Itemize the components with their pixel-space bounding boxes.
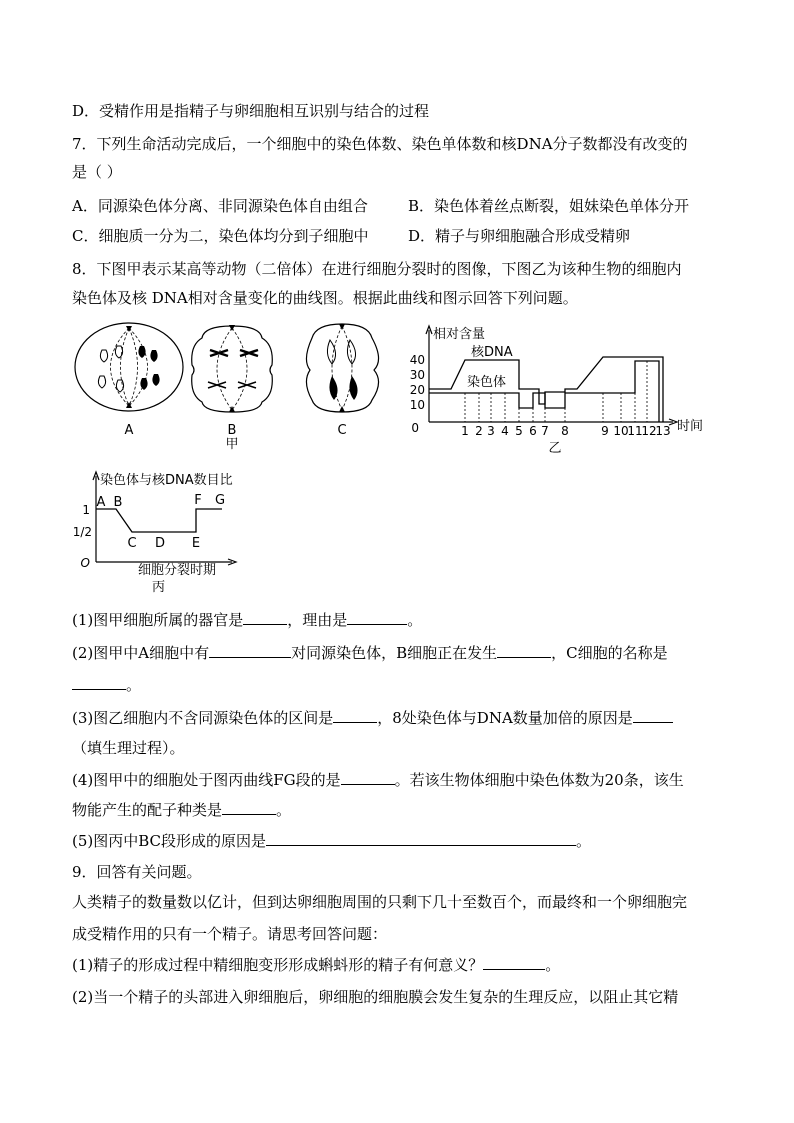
answer-blank[interactable] (333, 708, 377, 723)
x-tick: 1 (461, 424, 469, 438)
answer-blank[interactable] (222, 800, 276, 815)
x-tick: 3 (487, 424, 495, 438)
sub-question-4-cont: 物能产生的配子种类是 。 (72, 801, 292, 819)
label-c: C (337, 423, 347, 438)
sub-question-4: (4)图甲中的细胞处于图丙曲线FG段的是 。若该生物体细胞中染色体数为20条，该生 (72, 771, 684, 789)
question-7-stem: 7．下列生命活动完成后，一个细胞中的染色体数、染色单体数和核DNA分子数都没有改变的 (72, 135, 688, 153)
x-tick: 11 (627, 424, 643, 438)
x-tick: 13 (655, 424, 671, 438)
point-f: F (194, 493, 202, 508)
x-tick: 4 (501, 424, 509, 438)
chromosome-label: 染色体 (467, 375, 507, 390)
y-label: 相对含量 (433, 327, 486, 342)
x-tick: 5 (515, 424, 523, 438)
answer-blank[interactable] (633, 708, 673, 723)
point-e: E (191, 536, 201, 551)
dna-label: 核DNA (471, 345, 513, 360)
figure-jia (72, 320, 392, 450)
y-tick-40: 40 (409, 353, 425, 367)
x-tick: 2 (475, 424, 483, 438)
x-tick: 6 (529, 424, 537, 438)
cell-c (306, 324, 378, 412)
ratio-curve (96, 509, 222, 532)
answer-blank[interactable] (72, 675, 126, 690)
y-tick-1: 1 (82, 503, 90, 517)
caption-bing: 丙 (152, 580, 166, 595)
point-a: A (96, 495, 106, 510)
x-tick: 9 (601, 424, 609, 438)
cell-a (75, 323, 183, 411)
question-8-stem: 8．下图甲表示某高等动物（二倍体）在进行细胞分裂时的图像，下图乙为该种生物的细胞内 (72, 260, 682, 278)
q9-sub-question-1: (1)精子的形成过程中精细胞变形形成蝌蚪形的精子有何意义？ 。 (72, 956, 561, 974)
sub-question-2-cont: 。 (72, 675, 141, 695)
label-a: A (124, 423, 134, 438)
question-9-passage: 人类精子的数量数以亿计，但到达卵细胞周围的只剩下几十至数百个，而最终和一个卵细胞完 (72, 893, 688, 911)
answer-blank[interactable] (243, 610, 287, 625)
sub-question-2: (2)图甲中A细胞中有 对同源染色体，B细胞正在发生 ，C细胞的名称是 (72, 644, 668, 662)
y-tick-half: 1/2 (72, 525, 92, 539)
caption-yi: 乙 (548, 441, 562, 456)
question-9-passage-cont: 成受精作用的只有一个精子。请思考回答问题： (72, 925, 388, 943)
question-8-stem-cont: 染色体及核 DNA相对含量变化的曲线图。根据此曲线和图示回答下列问题。 (72, 289, 578, 307)
point-b: B (113, 495, 123, 510)
label-b: B (227, 423, 237, 438)
x-label: 时间 (677, 419, 704, 434)
origin: 0 (411, 421, 419, 435)
question-9-stem: 9．回答有关问题。 (72, 863, 202, 881)
sub-question-3-cont: （填生理过程）。 (72, 739, 185, 757)
answer-blank[interactable] (341, 770, 395, 785)
dna-curve (429, 357, 663, 422)
y-tick-30: 30 (409, 368, 425, 382)
x-tick: 7 (541, 424, 549, 438)
figure-yi (405, 322, 725, 457)
q7-option-d: D．精子与卵细胞融合形成受精卵 (408, 227, 631, 245)
x-tick: 10 (613, 424, 629, 438)
chromosome-curve (429, 361, 659, 422)
answer-blank[interactable] (497, 643, 551, 658)
q7-option-c: C．细胞质一分为二，染色体均分到子细胞中 (72, 227, 369, 245)
y-label: 染色体与核DNA数目比 (100, 473, 233, 488)
sub-question-1: (1)图甲细胞所属的器官是 ，理由是 。 (72, 611, 423, 629)
q9-sub-question-2: (2)当一个精子的头部进入卵细胞后，卵细胞的细胞膜会发生复杂的生理反应，以阻止其它精 (72, 988, 679, 1006)
point-g: G (214, 493, 226, 508)
answer-blank[interactable] (483, 955, 545, 970)
sub-question-5: (5)图丙中BC段形成的原因是 。 (72, 832, 592, 850)
point-c: C (127, 536, 137, 551)
answer-blank[interactable] (347, 610, 407, 625)
answer-blank[interactable] (266, 831, 576, 846)
question-7-stem-cont: 是（ ） (72, 163, 122, 181)
figure-bing (72, 468, 292, 600)
q7-option-a: A．同源染色体分离、非同源染色体自由组合 (72, 197, 368, 215)
cell-b (192, 325, 273, 412)
point-d: D (154, 536, 166, 551)
y-tick-10: 10 (409, 398, 425, 412)
answer-blank[interactable] (209, 643, 291, 658)
origin: O (80, 556, 90, 570)
q7-option-b: B．染色体着丝点断裂，姐妹染色单体分开 (408, 197, 690, 215)
x-label: 细胞分裂时期 (138, 563, 217, 578)
x-tick: 8 (561, 424, 569, 438)
y-tick-20: 20 (409, 383, 425, 397)
x-tick: 12 (641, 424, 657, 438)
option-d-text: D．受精作用是指精子与卵细胞相互识别与结合的过程 (72, 102, 430, 120)
caption-jia: 甲 (225, 437, 239, 450)
sub-question-3: (3)图乙细胞内不含同源染色体的区间是 ，8处染色体与DNA数量加倍的原因是 (72, 708, 673, 728)
